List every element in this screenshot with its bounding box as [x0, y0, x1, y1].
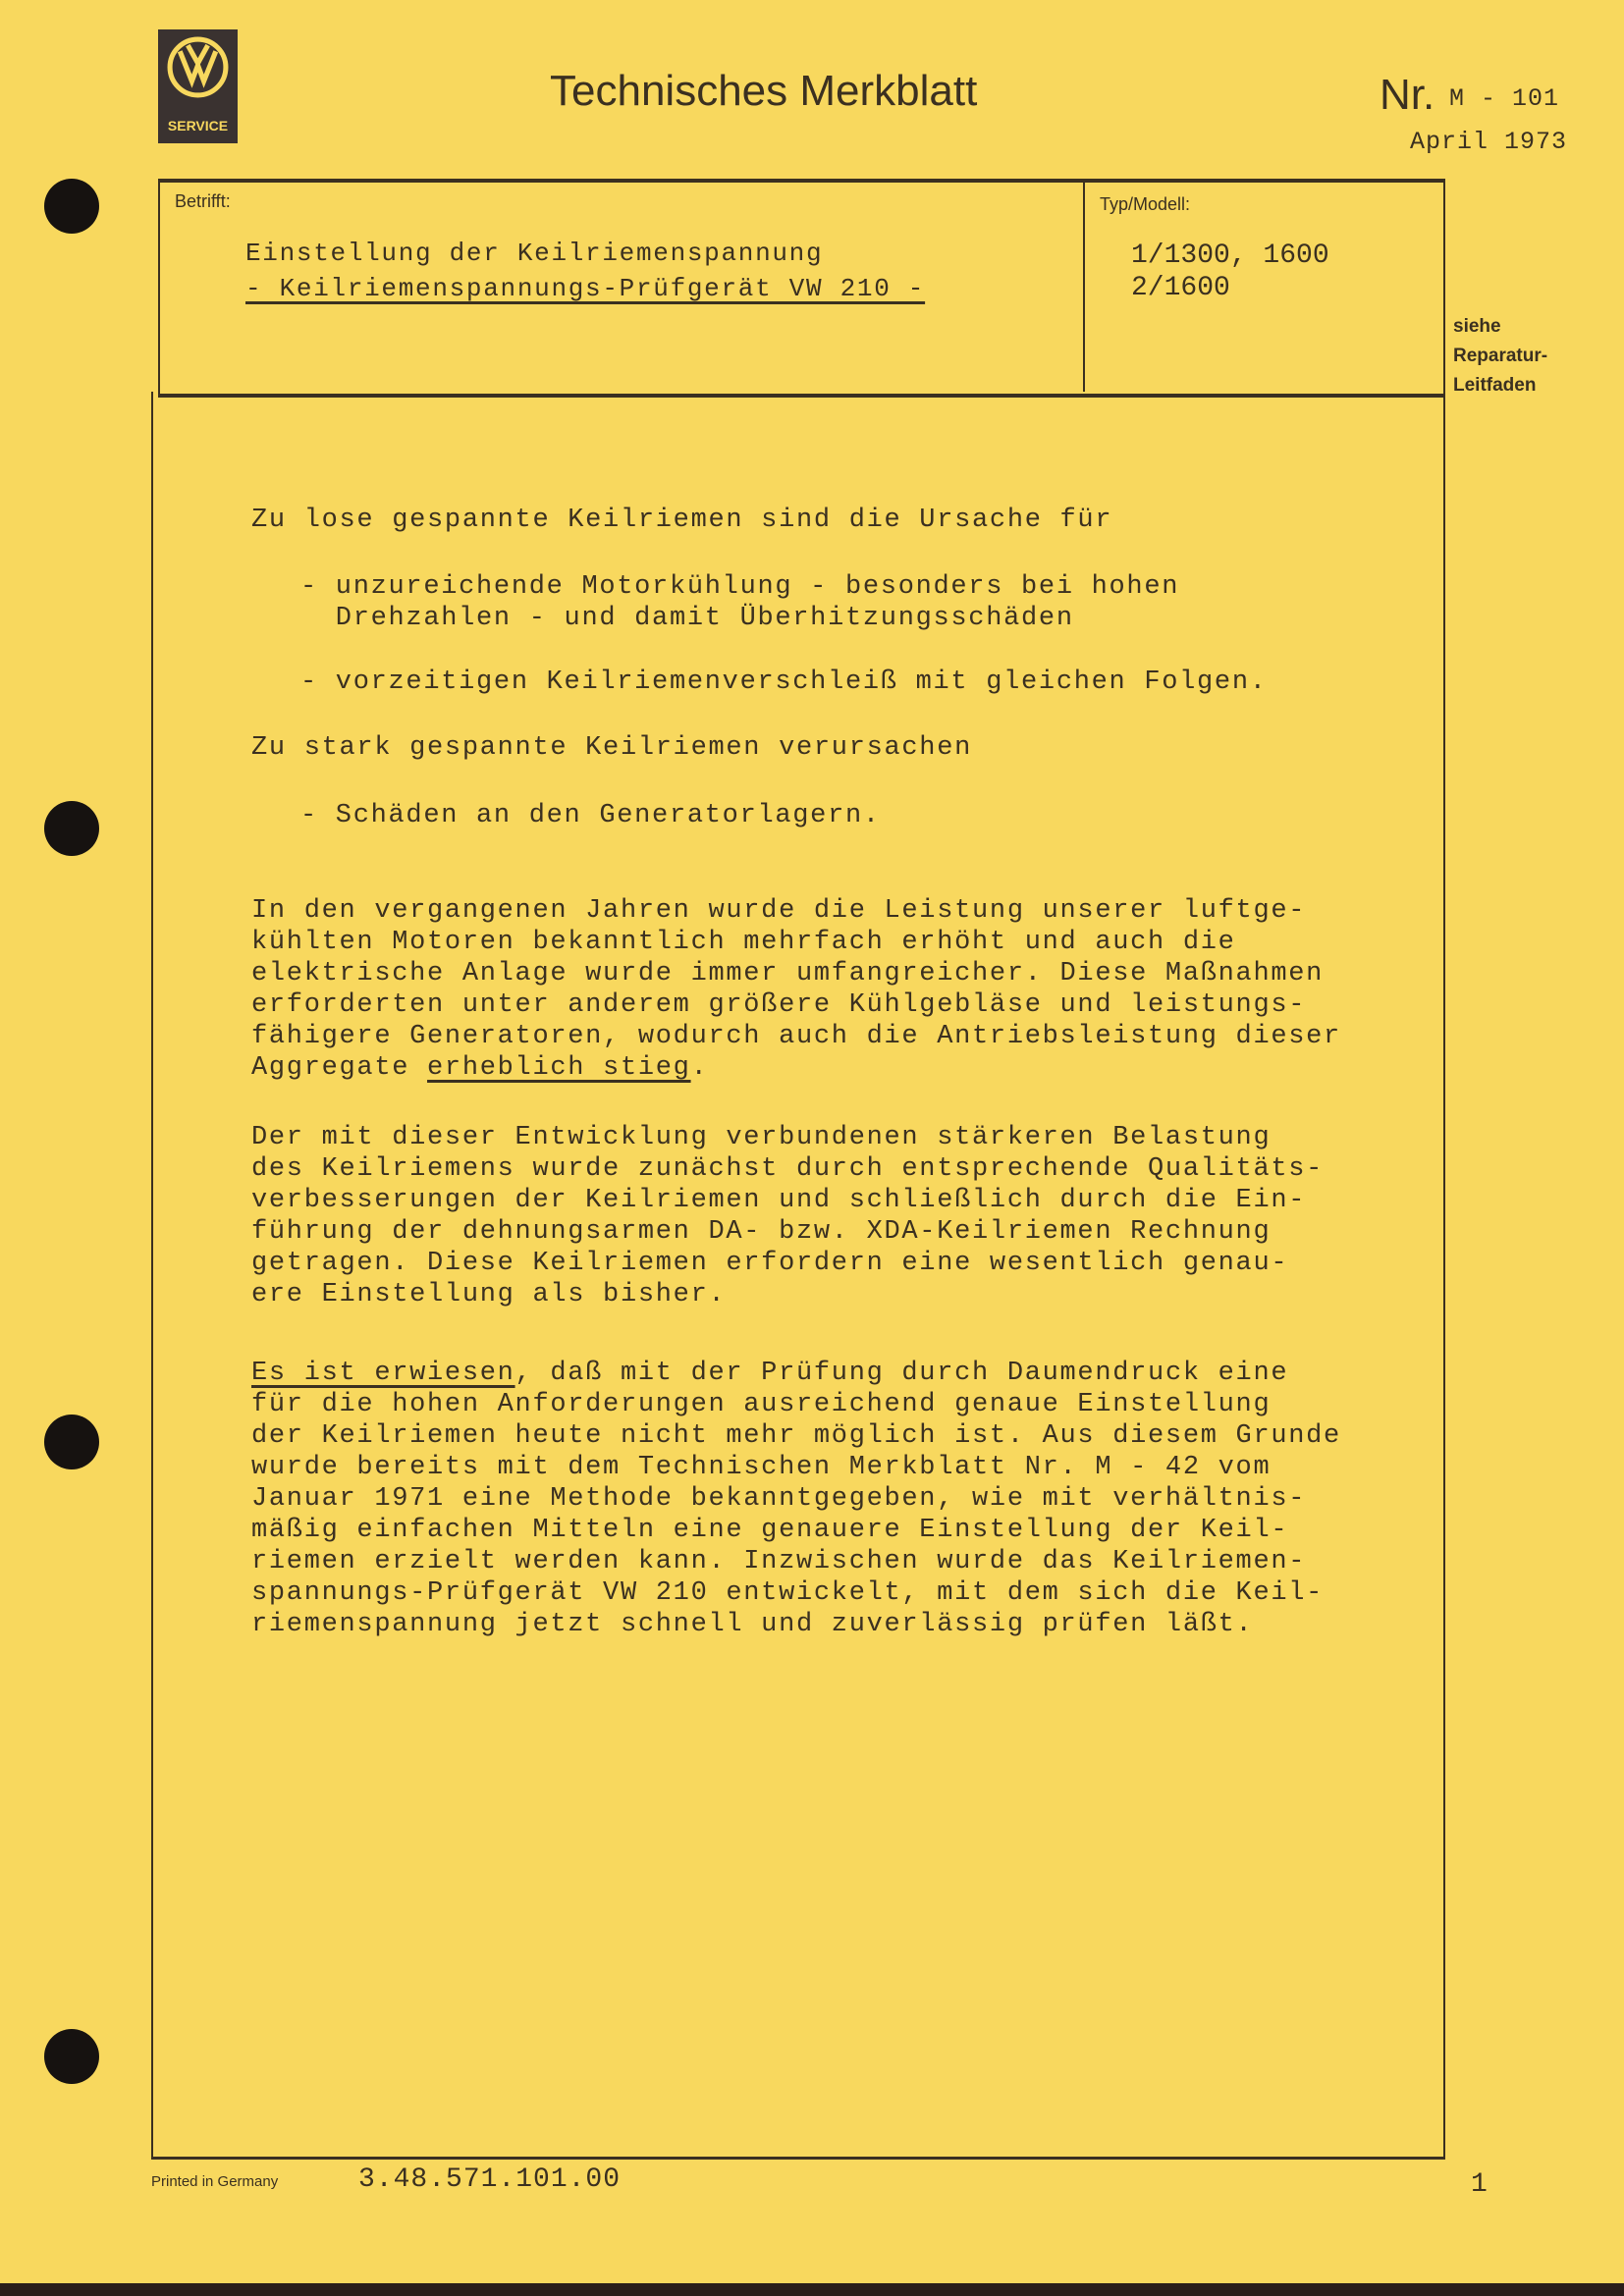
punch-hole	[44, 179, 99, 234]
text-segment: Der mit dieser Entwicklung verbundenen stärkeren Belastung	[251, 1123, 1272, 1152]
paragraph	[251, 505, 1112, 536]
punch-hole	[44, 801, 99, 856]
text-segment: getragen. Diese Keilriemen erfordern eine wesentlich genau-	[251, 1249, 1289, 1278]
text-segment: für die hohen Anforderungen ausreichend genaue Einstellung	[251, 1390, 1272, 1419]
printed-in-germany: Printed in Germany	[151, 2173, 279, 2190]
punch-hole	[44, 2029, 99, 2084]
text-line	[300, 800, 881, 831]
scan-edge	[0, 2283, 1624, 2296]
text-segment: erforderten unter anderem größere Kühlgebläse und leistungs-	[251, 990, 1307, 1020]
underlined-text: erheblich stieg	[427, 1053, 691, 1083]
text-segment: , daß mit der Prüfung durch Daumendruck eine	[514, 1359, 1289, 1388]
text-line	[300, 603, 1179, 634]
paragraph	[300, 571, 1179, 634]
text-line	[251, 1577, 1341, 1609]
subject-line-2: - Keilriemenspannungs-Prüfgerät VW 210 -	[245, 274, 926, 303]
document-date: April 1973	[1410, 128, 1568, 156]
document-number: M - 101	[1449, 84, 1560, 113]
text-line	[251, 1515, 1341, 1546]
typ-label: Typ/Modell:	[1100, 194, 1191, 214]
text-line	[251, 958, 1341, 989]
paragraph	[251, 1122, 1324, 1310]
text-segment: elektrische Anlage wurde immer umfangreicher. Diese Maßnahmen	[251, 959, 1325, 988]
text-line	[251, 989, 1341, 1021]
text-segment: kühlten Motoren bekanntlich mehrfach erhöht und auch die	[251, 928, 1236, 957]
text-segment: Zu lose gespannte Keilriemen sind die Ursache für	[251, 506, 1113, 535]
text-segment: - Schäden an den Generatorlagern.	[300, 801, 881, 830]
text-segment: riemen erzielt werden kann. Inzwischen wurde das Keilriemen-	[251, 1547, 1307, 1576]
text-line	[251, 1216, 1324, 1248]
text-line	[251, 1248, 1324, 1279]
text-segment: mäßig einfachen Mitteln eine genauere Einstellung der Keil-	[251, 1516, 1289, 1545]
text-segment: spannungs-Prüfgerät VW 210 entwickelt, mit dem sich die Keil-	[251, 1578, 1325, 1608]
text-line	[251, 1122, 1324, 1153]
text-segment: der Keilriemen heute nicht mehr möglich ist. Aus diesem Grunde	[251, 1421, 1341, 1451]
text-segment: In den vergangenen Jahren wurde die Leistung unserer luftge-	[251, 896, 1307, 926]
document-title: Technisches Merkblatt	[550, 67, 978, 115]
text-segment: Drehzahlen - und damit Überhitzungsschäden	[300, 604, 1074, 633]
paragraph	[251, 1358, 1341, 1640]
subject-line-1: Einstellung der Keilriemenspannung	[245, 239, 824, 268]
text-line	[251, 1420, 1341, 1452]
paragraph	[251, 732, 972, 764]
betrifft-label: Betrifft:	[175, 191, 231, 211]
paragraph	[251, 895, 1341, 1084]
text-segment: des Keilriemens wurde zunächst durch entsprechende Qualitäts-	[251, 1154, 1325, 1184]
paragraph	[300, 667, 1268, 698]
typ-model-2: 2/1600	[1131, 273, 1230, 303]
text-segment: wurde bereits mit dem Technischen Merkblatt Nr. M - 42 vom	[251, 1453, 1272, 1482]
number-label: Nr.	[1380, 71, 1435, 119]
logo-service-text: SERVICE	[167, 118, 229, 133]
box-divider	[1083, 181, 1085, 392]
vw-service-logo	[158, 29, 238, 143]
text-line	[300, 667, 1268, 698]
text-segment: - unzureichende Motorkühlung - besonders bei hohen	[300, 572, 1180, 602]
text-segment: ere Einstellung als bisher.	[251, 1280, 727, 1309]
side-note-line: Leitfaden	[1453, 375, 1537, 396]
text-segment: .	[690, 1053, 709, 1083]
vw-logo-icon	[166, 35, 230, 99]
text-line	[251, 1358, 1341, 1389]
text-segment: Aggregate	[251, 1053, 428, 1083]
side-note-line: Reparatur-	[1453, 346, 1548, 366]
side-note	[1453, 312, 1547, 400]
page-number: 1	[1471, 2169, 1489, 2200]
text-line	[251, 1609, 1341, 1640]
text-line	[251, 1279, 1324, 1310]
text-segment: riemenspannung jetzt schnell und zuverlässig prüfen läßt.	[251, 1610, 1254, 1639]
text-line	[251, 1021, 1341, 1052]
text-line	[251, 1483, 1341, 1515]
text-line	[251, 1546, 1341, 1577]
text-line	[251, 1185, 1324, 1216]
underlined-text: Es ist erwiesen	[251, 1359, 515, 1388]
text-segment: verbesserungen der Keilriemen und schließlich durch die Ein-	[251, 1186, 1307, 1215]
text-line	[251, 1389, 1341, 1420]
typ-model-1: 1/1300, 1600	[1131, 240, 1329, 271]
punch-hole	[44, 1415, 99, 1469]
text-segment: führung der dehnungsarmen DA- bzw. XDA-Keilriemen Rechnung	[251, 1217, 1272, 1247]
text-segment: Zu stark gespannte Keilriemen verursachen	[251, 733, 973, 763]
text-line	[251, 1052, 1341, 1084]
text-segment: fähigere Generatoren, wodurch auch die Antriebsleistung dieser	[251, 1022, 1341, 1051]
text-line	[251, 1452, 1341, 1483]
text-line	[251, 1153, 1324, 1185]
text-line	[300, 571, 1179, 603]
text-segment: - vorzeitigen Keilriemenverschleiß mit gleichen Folgen.	[300, 667, 1268, 697]
paragraph	[300, 800, 881, 831]
side-note-line: siehe	[1453, 316, 1501, 337]
text-line	[251, 895, 1341, 927]
text-line	[251, 505, 1112, 536]
text-line	[251, 732, 972, 764]
form-code: 3.48.571.101.00	[358, 2164, 622, 2195]
text-segment: Januar 1971 eine Methode bekanntgegeben, wie mit verhältnis-	[251, 1484, 1307, 1514]
text-line	[251, 927, 1341, 958]
